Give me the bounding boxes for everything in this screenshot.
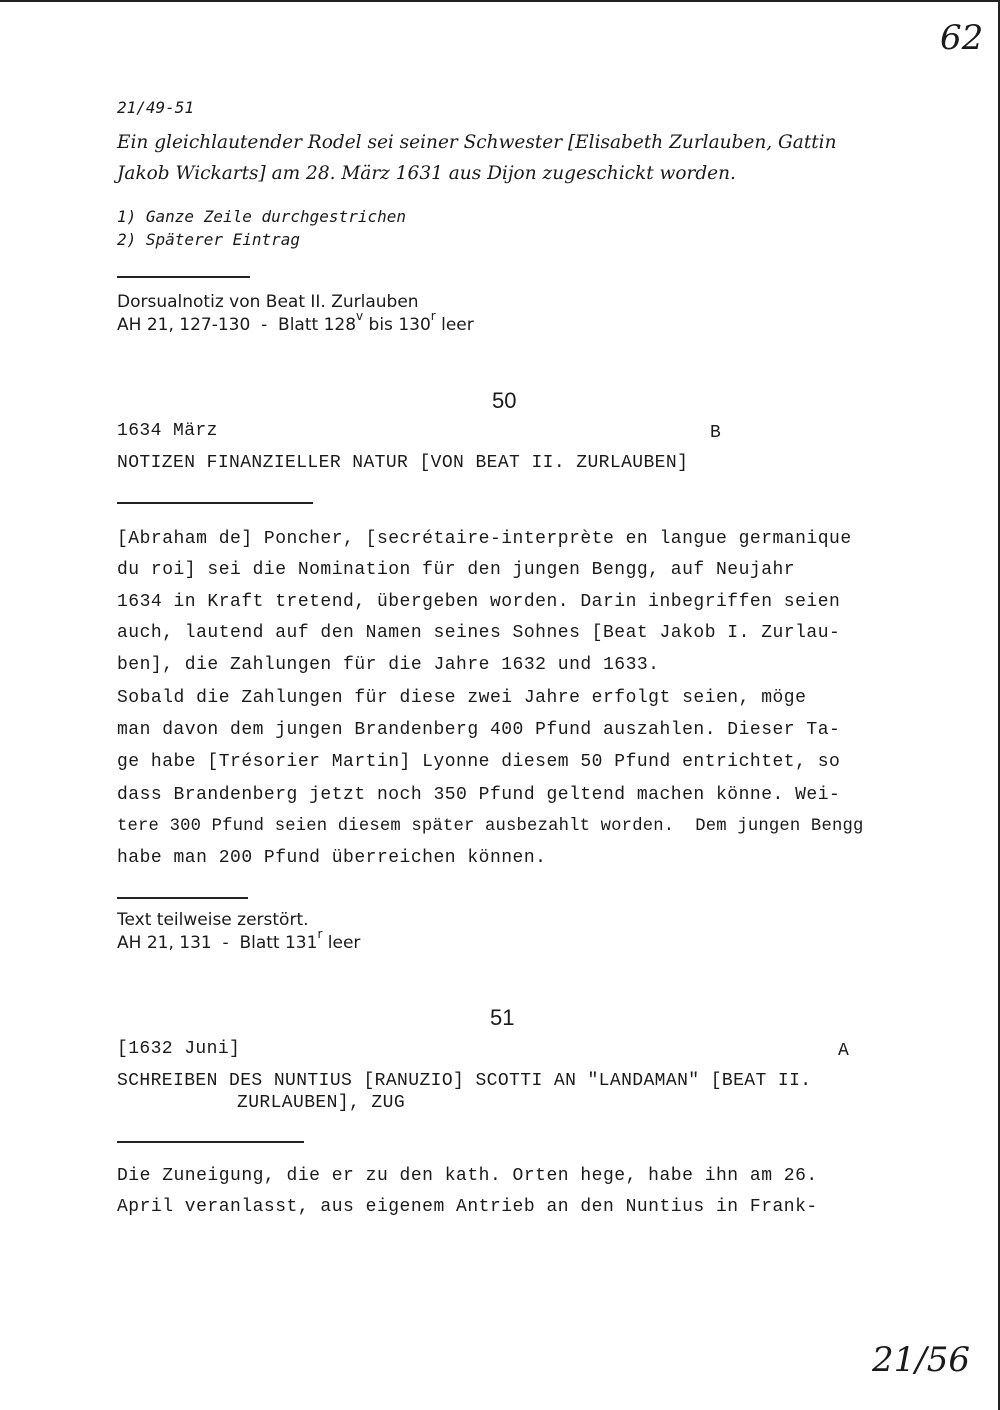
footnote-1: 1) Ganze Zeile durchgestrichen — [117, 207, 406, 226]
body-line: [Abraham de] Poncher, [secrétaire-interprète en langue germanique — [117, 529, 852, 549]
body-line: tere 300 Pfund seien diesem später ausbezahlt worden. Dem jungen Bengg — [117, 817, 864, 836]
source-note-line-1: Dorsualnotiz von Beat II. Zurlauben — [117, 292, 419, 312]
entry-date: [1632 Juni] — [117, 1039, 241, 1059]
body-line: 1634 in Kraft tretend, übergeben worden. Darin inbegriffen seien — [117, 592, 841, 612]
entry-date: 1634 März — [117, 421, 218, 441]
body-line: auch, lautend auf den Namen seines Sohnes [Beat Jakob I. Zurlau- — [117, 623, 841, 643]
separator-rule — [117, 897, 248, 899]
footnote-2: 2) Späterer Eintrag — [117, 230, 301, 249]
summary-line-1: Ein gleichlautender Rodel sei seiner Schwester [Elisabeth Zurlauben, Gattin — [117, 132, 837, 153]
entry-number: 50 — [492, 388, 517, 413]
separator-rule — [117, 502, 313, 504]
entry-title-line-2: ZURLAUBEN], ZUG — [237, 1093, 406, 1113]
handwritten-archive-mark: 21/56 — [872, 1340, 970, 1380]
separator-rule — [117, 1141, 304, 1143]
body-line: dass Brandenberg jetzt noch 350 Pfund geltend machen könne. Wei- — [117, 785, 841, 805]
summary-line-2: Jakob Wickarts] am 28. März 1631 aus Dijon zugeschickt worden. — [117, 163, 736, 184]
body-line: habe man 200 Pfund überreichen können. — [117, 848, 547, 868]
entry-type: B — [710, 423, 722, 443]
entry-type: A — [838, 1041, 850, 1061]
body-line: Sobald die Zahlungen für diese zwei Jahre erfolgt seien, möge — [117, 688, 807, 708]
separator-rule — [117, 276, 250, 278]
handwritten-page-number: 62 — [940, 18, 984, 58]
entry-title: NOTIZEN FINANZIELLER NATUR [VON BEAT II. ZURLAUBEN] — [117, 453, 689, 473]
body-line: ben], die Zahlungen für die Jahre 1632 und 1633. — [117, 655, 660, 675]
scan-border-top — [0, 0, 1000, 2]
source-note-line-2: AH 21, 131 - Blatt 131$^r$ leer — [117, 927, 361, 953]
reference-number: 21/49-51 — [117, 98, 195, 117]
entry-title-line-1: SCHREIBEN DES NUNTIUS [RANUZIO] SCOTTI AN "LANDAMAN" [BEAT II. — [117, 1071, 812, 1091]
body-line: du roi] sei die Nomination für den jungen Bengg, auf Neujahr — [117, 560, 796, 580]
body-line: man davon dem jungen Brandenberg 400 Pfund auszahlen. Dieser Ta- — [117, 720, 841, 740]
source-note-line-1: Text teilweise zerstört. — [117, 910, 309, 930]
body-line: ge habe [Trésorier Martin] Lyonne diesem 50 Pfund entrichtet, so — [117, 752, 841, 772]
entry-number: 51 — [490, 1005, 515, 1030]
body-line: April veranlasst, aus eigenem Antrieb an den Nuntius in Frank- — [117, 1197, 818, 1217]
body-line: Die Zuneigung, die er zu den kath. Orten hege, habe ihn am 26. — [117, 1166, 818, 1186]
source-note-line-2: AH 21, 127-130 - Blatt 128$^v$ bis 130$^r$ leer — [117, 309, 474, 335]
